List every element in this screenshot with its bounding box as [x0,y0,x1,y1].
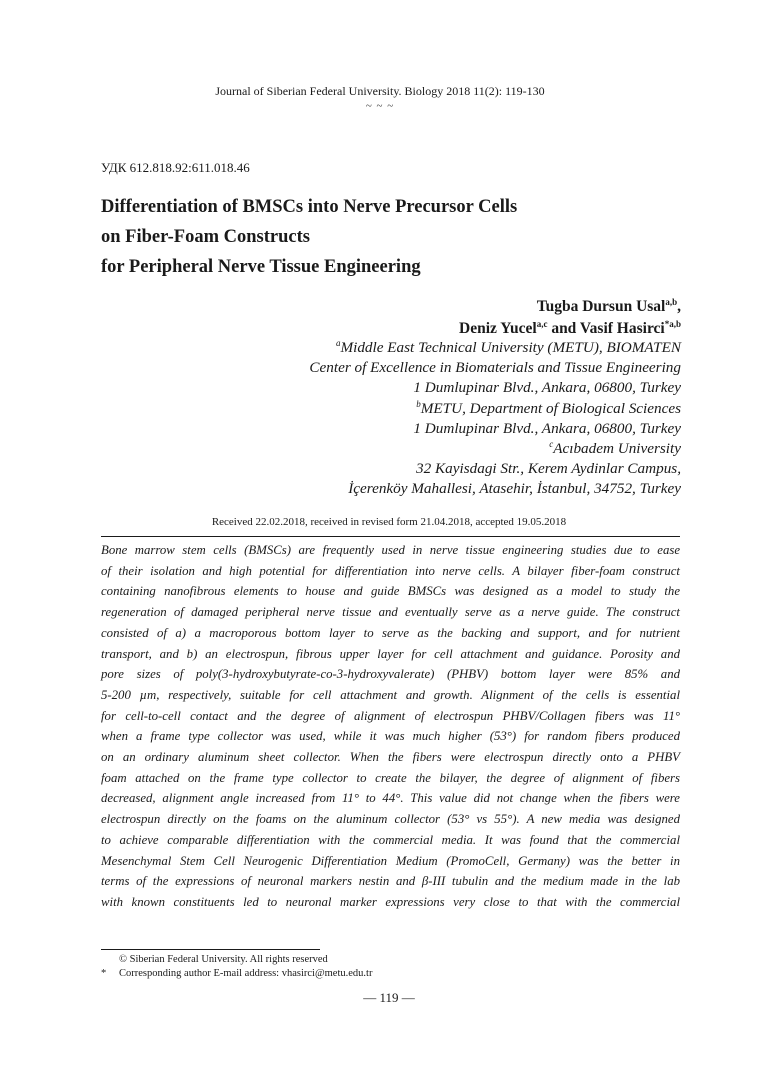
corresponding-email: Corresponding author E-mail address: vhasirci@metu.edu.tr [119,968,373,979]
abstract-line: foam attached on the frame type collector to create the bilayer, the degree of alignment of fibers [101,770,680,785]
abstract-line: 5-200 µm, respectively, suitable for cell attachment and growth. Alignment of the cells is essential [101,687,680,702]
abstract-line: regeneration of damaged peripheral nerve tissue and eventually serve as a nerve guide. The construct [101,605,680,620]
abstract-line: Bone marrow stem cells (BMSCs) are frequently used in nerve tissue engineering studies due to ease [101,543,680,557]
abstract-line: pore sizes of poly(3-hydroxybutyrate-co-3-hydroxyvalerate) (PHBV) bottom layer were 85% and [101,667,680,682]
corresponding-author-footnote [101,968,372,979]
affiliation-line: İçerenköy Mahallesi, Atasehir, İstanbul, 34752, Turkey [348,480,681,498]
footnote-marker: * [101,968,107,979]
udc-code: УДК 612.818.92:611.018.46 [101,160,250,175]
author-name: Tugba Dursun Usal [536,298,666,315]
author-affil-sup: *a,b [664,318,681,329]
author-line-2 [459,318,681,340]
abstract-line: when a frame type collector was used, while it was much higher (53°) for random fibers produced [101,729,680,744]
title-line: for Peripheral Nerve Tissue Engineering [101,257,421,277]
affiliation-line: 1 Dumlupinar Blvd., Ankara, 06800, Turkey [413,379,681,397]
author-separator: and [547,320,580,337]
abstract-line: terms of the expressions of neuronal markers nestin and β-III tubulin and the medium made in the lab [101,874,680,889]
abstract-line: for cell-to-cell contact and the degree of alignment of electrospun PHBV/Collagen fibers was 11° [101,708,680,723]
abstract-line: transport, and b) an electrospun, fibrous upper layer for cell attachment and guidance. Porosity and [101,646,680,661]
title-line: on Fiber-Foam Constructs [101,227,310,247]
paper-title [101,192,661,282]
abstract-line: containing nanofibrous elements to house and guide BMSCs was designed as a model to study the [101,584,680,599]
author-list [459,296,681,340]
header-ornament: ~ ~ ~ [365,100,395,112]
abstract-line: electrospun directly on the foams on the aluminum collector (53° vs 55°). A new media was designed [101,812,680,827]
author-affil-sup: a,c [536,318,548,329]
author-line-1 [459,296,681,318]
abstract-line: Mesenchymal Stem Cell Neurogenic Differentiation Medium (PromoCell, Germany) was the better in [101,853,680,868]
title-line: Differentiation of BMSCs into Nerve Precursor Cells [101,197,518,217]
abstract-line: of their isolation and high potential for differentiation into nerve cells. A bilayer fiber-foam construct [101,563,680,578]
author-separator: , [677,298,681,315]
footnote-rule [101,949,320,950]
abstract-line: with known constituents led to neuronal marker expressions very close to that with the commercial [101,894,680,909]
abstract-line: to achieve comparable differentiation with the commercial media. It was found that the commercial [101,832,680,847]
received-dates: Received 22.02.2018, received in revised form 21.04.2018, accepted 19.05.2018 [211,516,567,528]
abstract-rule [101,536,680,537]
affil-sup: a [335,337,341,348]
affiliation-line: 32 Kayisdagi Str., Kerem Aydinlar Campus, [416,460,681,478]
affiliation-line: Center of Excellence in Biomaterials and Tissue Engineering [309,359,681,377]
author-name: Vasif Hasirci [579,320,665,337]
abstract-line: on an ordinary aluminum sheet collector. When the fibers were electrospun directly onto a PHBV [101,750,680,765]
author-name: Deniz Yucel [459,320,537,337]
copyright-footnote: © Siberian Federal University. All rights reserved [119,954,328,965]
affiliation-line: $^a$Middle East Technical University (METU), BIOMATEN [335,337,681,356]
affil-sup: c [549,438,554,449]
affiliation-line: 1 Dumlupinar Blvd., Ankara, 06800, Turkey [413,419,681,437]
affiliation-line: $^c$Acıbadem University [549,438,681,458]
author-affil-sup: a,b [665,296,678,307]
affiliations [309,338,681,500]
abstract-line: decreased, alignment angle increased from 11° to 44°. This value did not change when the fibers were [101,791,680,806]
affil-sup: b [416,398,421,409]
abstract [101,540,680,913]
page-number: — 119 — [363,990,415,1005]
abstract-line: consisted of a) a macroporous bottom layer to serve as the backing and support, and for nutrient [101,625,680,640]
journal-header: Journal of Siberian Federal University. Biology 2018 11(2): 119-130 [215,84,545,98]
affiliation-line: $^b$METU, Department of Biological Sciences [416,398,681,417]
